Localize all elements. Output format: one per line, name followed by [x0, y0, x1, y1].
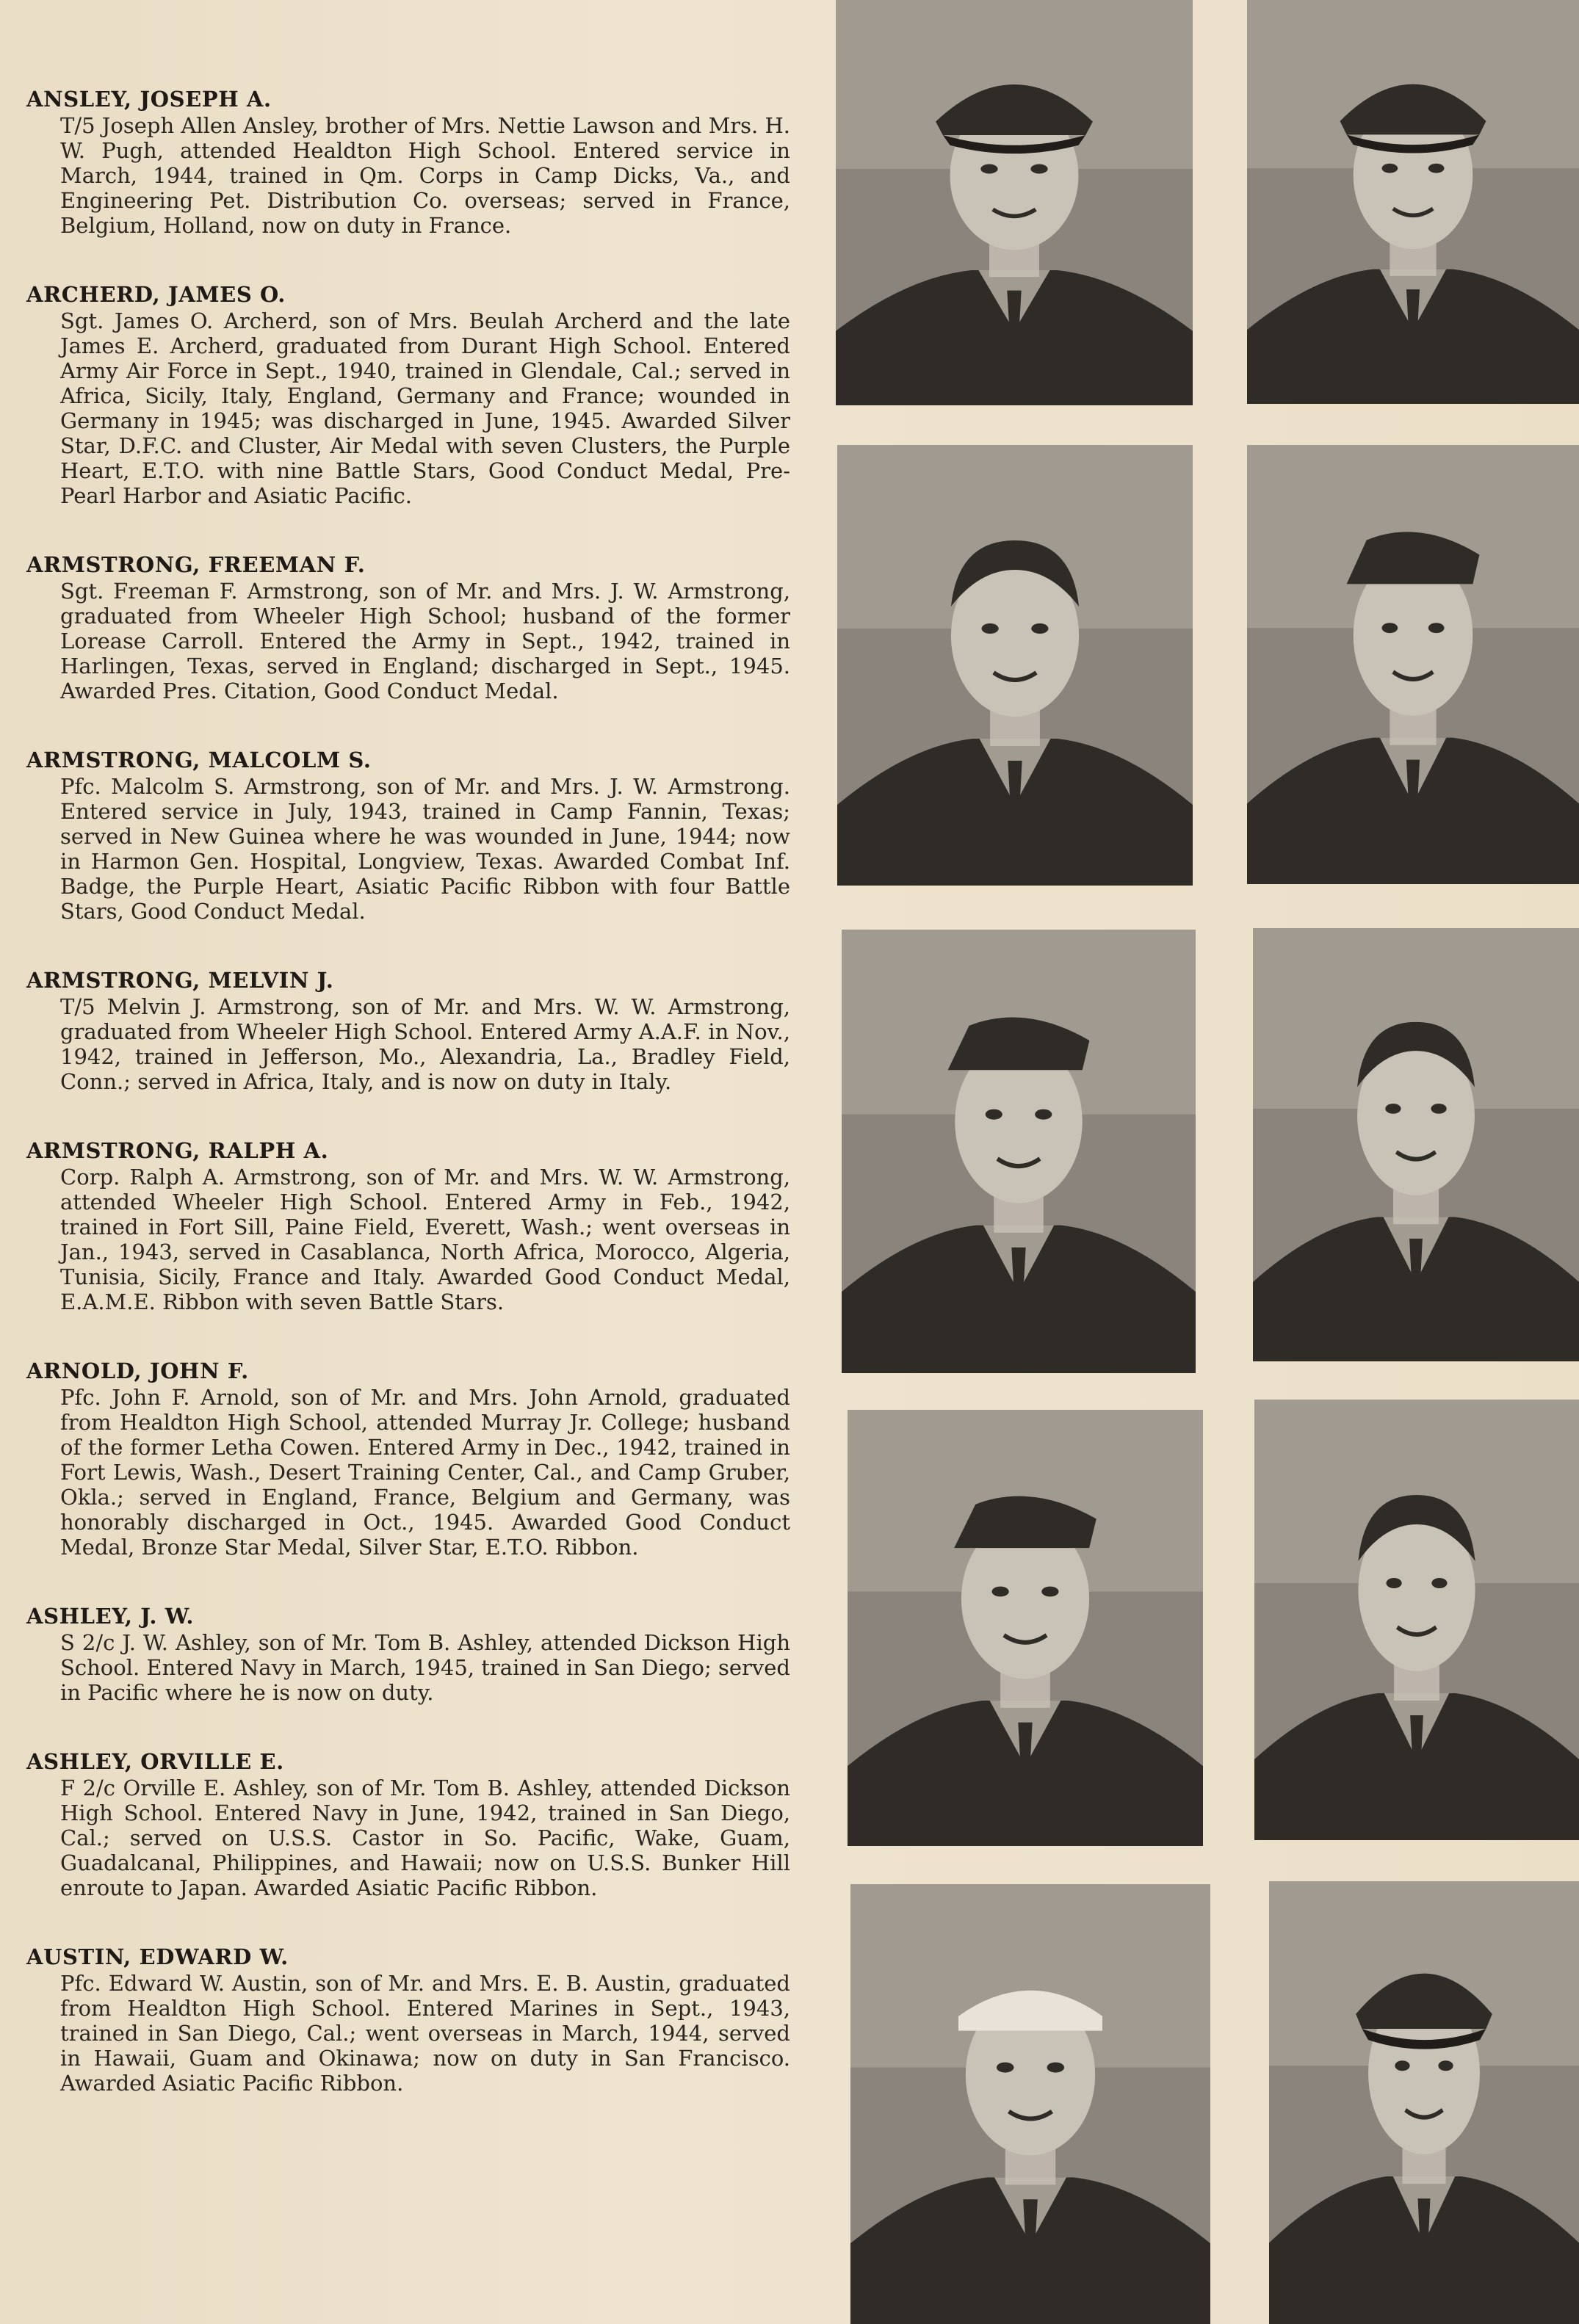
- left-eye: [997, 2063, 1014, 2073]
- entry-bio: T/5 Melvin J. Armstrong, son of Mr. and Mrs. W. W. Armstrong, graduated from Wheeler High School. Entered Army A.A.F. in Nov., 1942, trained in Jefferson, Mo., Alexandria, La., Bradley Field, Conn.; served in Africa, Italy, and is now on duty in Italy.: [60, 994, 790, 1094]
- right-eye: [1031, 623, 1048, 634]
- portrait-grid: [828, 0, 1579, 2324]
- right-eye: [1428, 164, 1445, 173]
- portrait-photo: [1247, 0, 1579, 404]
- right-eye: [1035, 1109, 1052, 1120]
- entry-name: ASHLEY, J. W.: [26, 1604, 195, 1629]
- entry-armstrong-ralph: [26, 1138, 790, 1314]
- entry-bio: Sgt. James O. Archerd, son of Mrs. Beulah Archerd and the late James E. Archerd, graduated from Durant High School. Entered Army Air Force in Sept., 1940, trained in Glendale, Cal.; served in Africa, Sicily, Italy, England, Germany and France; wounded in Germany in 1945; was discharged in June, 1945. Awarded Silver Star, D.F.C. and Cluster, Air Medal with seven Clusters, the Purple Heart, E.T.O. with nine Battle Stars, Good Conduct Medal, Pre-Pearl Harbor and Asiatic Pacific.: [60, 308, 790, 508]
- entry-name: ARMSTRONG, FREEMAN F.: [26, 552, 366, 577]
- right-eye: [1047, 2063, 1065, 2073]
- left-eye: [982, 623, 999, 634]
- biography-column: [26, 87, 790, 2140]
- portrait-figure: [836, 0, 1193, 405]
- entry-bio: Sgt. Freeman F. Armstrong, son of Mr. and Mrs. J. W. Armstrong, graduated from Wheeler High School; husband of the former Lorease Carroll. Entered the Army in Sept., 1942, trained in Harlingen, Texas, served in England; discharged in Sept., 1945. Awarded Pres. Citation, Good Conduct Medal.: [60, 579, 790, 703]
- entry-archerd-james: [26, 282, 790, 508]
- left-eye: [992, 1587, 1009, 1597]
- portrait-photo: [1247, 445, 1579, 884]
- portrait-photo: [1253, 928, 1579, 1361]
- entry-name: ANSLEY, JOSEPH A.: [26, 87, 272, 112]
- entry-bio: Pfc. Malcolm S. Armstrong, son of Mr. and Mrs. J. W. Armstrong. Entered service in July, 1943, trained in Camp Fannin, Texas; served in New Guinea where he was wounded in June, 1944; now in Harmon Gen. Hospital, Longview, Texas. Awarded Combat Inf. Badge, the Purple Heart, Asiatic Pacific Ribbon with four Battle Stars, Good Conduct Medal.: [60, 774, 790, 924]
- entry-bio: Corp. Ralph A. Armstrong, son of Mr. and Mrs. W. W. Armstrong, attended Wheeler High School. Entered Army in Feb., 1942, trained in Fort Sill, Paine Field, Everett, Wash.; went overseas in Jan., 1943, served in Casablanca, North Africa, Morocco, Algeria, Tunisia, Sicily, France and Italy. Awarded Good Conduct Medal, E.A.M.E. Ribbon with seven Battle Stars.: [60, 1165, 790, 1314]
- entry-arnold-john: [26, 1358, 790, 1560]
- entry-name: ARCHERD, JAMES O.: [26, 282, 286, 307]
- portrait-figure: [1247, 445, 1579, 884]
- left-eye: [986, 1109, 1002, 1120]
- entry-name: ARNOLD, JOHN F.: [26, 1358, 249, 1383]
- right-eye: [1428, 623, 1445, 633]
- entry-bio: T/5 Joseph Allen Ansley, brother of Mrs. Nettie Lawson and Mrs. H. W. Pugh, attended Healdton High School. Entered service in March, 1944, trained in Qm. Corps in Camp Dicks, Va., and Engineering Pet. Distribution Co. overseas; served in France, Belgium, Holland, now on duty in France.: [60, 113, 790, 238]
- left-eye: [1385, 1104, 1401, 1114]
- entry-name: ARMSTRONG, RALPH A.: [26, 1138, 329, 1163]
- entry-armstrong-malcolm: [26, 747, 790, 924]
- left-eye: [980, 164, 997, 174]
- entry-austin-edward: [26, 1944, 790, 2096]
- entry-armstrong-melvin: [26, 968, 790, 1094]
- right-eye: [1438, 2060, 1453, 2071]
- entry-armstrong-freeman: [26, 552, 790, 703]
- entry-bio: Pfc. Edward W. Austin, son of Mr. and Mrs. E. B. Austin, graduated from Healdton High School. Entered Marines in Sept., 1943, trained in San Diego, Cal.; went overseas in March, 1944, served in Hawaii, Guam and Okinawa; now on duty in San Francisco. Awarded Asiatic Pacific Ribbon.: [60, 1971, 790, 2096]
- portrait-photo: [836, 0, 1193, 405]
- portrait-figure: [1269, 1881, 1579, 2324]
- portrait-figure: [1254, 1400, 1579, 1840]
- portrait-figure: [842, 930, 1196, 1373]
- portrait-figure: [848, 1410, 1203, 1846]
- entry-name: AUSTIN, EDWARD W.: [26, 1944, 289, 1969]
- portrait-photo: [1269, 1881, 1579, 2324]
- left-eye: [1382, 164, 1398, 173]
- entry-bio: Pfc. John F. Arnold, son of Mr. and Mrs. John Arnold, graduated from Healdton High School, attended Murray Jr. College; husband of the former Letha Cowen. Entered Army in Dec., 1942, trained in Fort Lewis, Wash., Desert Training Center, Cal., and Camp Gruber, Okla.; served in England, France, Belgium and Germany, was honorably discharged in Oct., 1945. Awarded Good Conduct Medal, Bronze Star Medal, Silver Star, E.T.O. Ribbon.: [60, 1385, 790, 1560]
- entry-ashley-orville: [26, 1749, 790, 1900]
- portrait-photo: [837, 445, 1193, 886]
- entry-bio: F 2/c Orville E. Ashley, son of Mr. Tom B. Ashley, attended Dickson High School. Entered Navy in June, 1942, trained in San Diego, Cal.; served on U.S.S. Castor in So. Pacific, Wake, Guam, Guadalcanal, Philippines, and Hawaii; now on U.S.S. Bunker Hill enroute to Japan. Awarded Asiatic Pacific Ribbon.: [60, 1775, 790, 1900]
- right-eye: [1030, 164, 1047, 174]
- portrait-photo: [1254, 1400, 1579, 1840]
- left-eye: [1395, 2060, 1409, 2071]
- entry-name: ARMSTRONG, MELVIN J.: [26, 968, 334, 993]
- portrait-figure: [1247, 0, 1579, 404]
- right-eye: [1041, 1587, 1058, 1597]
- portrait-figure: [850, 1884, 1210, 2324]
- left-eye: [1386, 1578, 1401, 1588]
- portrait-figure: [1253, 928, 1579, 1361]
- entry-bio: S 2/c J. W. Ashley, son of Mr. Tom B. Ashley, attended Dickson High School. Entered Navy in March, 1945, trained in San Diego; served in Pacific where he is now on duty.: [60, 1630, 790, 1705]
- entry-ansley-joseph: [26, 87, 790, 238]
- portrait-figure: [837, 445, 1193, 886]
- portrait-photo: [848, 1410, 1203, 1846]
- right-eye: [1431, 1578, 1447, 1588]
- right-eye: [1431, 1104, 1446, 1114]
- entry-name: ASHLEY, ORVILLE E.: [26, 1749, 284, 1774]
- portrait-photo: [842, 930, 1196, 1373]
- entry-ashley-jw: [26, 1604, 790, 1705]
- portrait-photo: [850, 1884, 1210, 2324]
- entry-name: ARMSTRONG, MALCOLM S.: [26, 747, 372, 772]
- left-eye: [1382, 623, 1398, 633]
